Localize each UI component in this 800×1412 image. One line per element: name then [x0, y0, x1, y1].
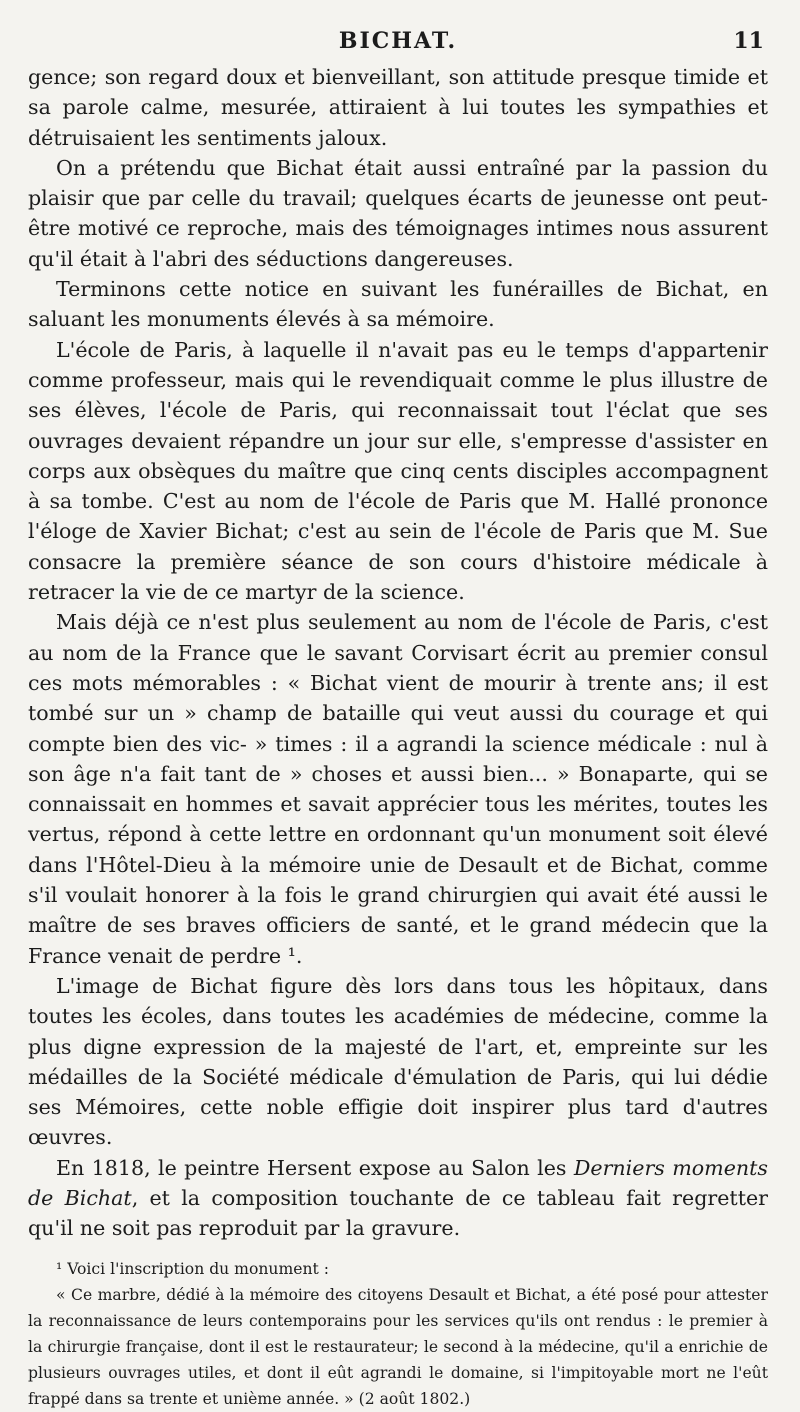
- body-text: [28, 62, 768, 1244]
- paragraph-hersent: [28, 1153, 768, 1244]
- running-title: BICHAT.: [338, 28, 458, 54]
- footnote-intro: ¹ Voici l'inscription du monument :: [56, 1259, 329, 1278]
- book-page: [28, 22, 768, 1408]
- painting-title: Derniers moments de Bichat: [28, 1155, 768, 1210]
- footnotes: [28, 1256, 768, 1412]
- paragraph: Mais déjà ce n'est plus seulement au nom de l'école de Paris, c'est au nom de la France que le savant Corvisart écrit au premier consul ces mots mémorables : « Bichat vient de mourir à trente ans; il est tombé sur un » champ de bataille qui veut aussi du courage et qui compte bien des vic- » times : il a agrandi la science médicale : nul à son âge n'a fait tant de » choses et aussi bien... » Bonaparte, qui se connaissait en hommes et savait apprécier tous les mérites, toutes les vertus, répond à cette lettre en ordonnant qu'un monument soit élevé dans l'Hôtel-Dieu à la mémoire unie de Desault et de Bichat, comme s'il voulait honorer à la fois le grand chirurgien qui avait été aussi le maître de ses braves officiers de santé, et le grand médecin que la France venait de perdre ¹.: [28, 610, 768, 968]
- paragraph: L'image de Bichat figure dès lors dans tous les hôpitaux, dans toutes les écoles, dans toutes les académies de médecine, comme la plus digne expression de la majesté de l'art, et, empreinte sur les médailles de la Société médicale d'émulation de Paris, qui lui dédie ses Mémoires, cette noble effigie doit inspirer plus tard d'autres œuvres.: [28, 973, 768, 1150]
- page-number: 11: [733, 28, 764, 54]
- paragraph: On a prétendu que Bichat était aussi entraîné par la passion du plaisir que par celle du travail; quelques écarts de jeunesse ont peut-être motivé ce reproche, mais des témoignages intimes nous assurent qu'il était à l'abri des séductions dangereuses.: [28, 155, 768, 271]
- paragraph: L'école de Paris, à laquelle il n'avait pas eu le temps d'appartenir comme professeur, mais qui le revendiquait comme le plus illustre de ses élèves, l'école de Paris, qui reconnaissait tout l'éclat que ses ouvrages devaient répandre un jour sur elle, s'empresse d'assister en corps aux obsèques du maître que cinq cents disciples accompagnent à sa tombe. C'est au nom de l'école de Paris que M. Hallé prononce l'éloge de Xavier Bichat; c'est au sein de l'école de Paris que M. Sue consacre la première séance de son cours d'histoire médicale à retracer la vie de ce martyr de la science.: [28, 337, 768, 605]
- paragraph-text: En 1818, le peintre Hersent expose au Salon les: [56, 1155, 574, 1180]
- running-head: [28, 22, 768, 58]
- paragraph: gence; son regard doux et bienveillant, son attitude presque timide et sa parole calme, mesurée, attiraient à lui toutes les sympathies et détruisaient les sentiments jaloux.: [28, 65, 768, 150]
- footnote-inscription: « Ce marbre, dédié à la mémoire des citoyens Desault et Bichat, a été posé pour attester la reconnaissance de leurs contemporains pour les services qu'ils ont rendus : le premier à la chirurgie française, dont il est le restaurateur; le second à la médecine, qu'il a enrichie de plusieurs ouvrages utiles, et dont il eût agrandi le domaine, si l'impitoyable mort ne l'eût frappé dans sa trente et unième année. » (2 août 1802.): [28, 1285, 768, 1408]
- paragraph: Terminons cette notice en suivant les funérailles de Bichat, en saluant les monuments élevés à sa mémoire.: [28, 277, 768, 332]
- paragraph-text: , et la composition touchante de ce tableau fait regretter qu'il ne soit pas reproduit par la gravure.: [28, 1185, 768, 1241]
